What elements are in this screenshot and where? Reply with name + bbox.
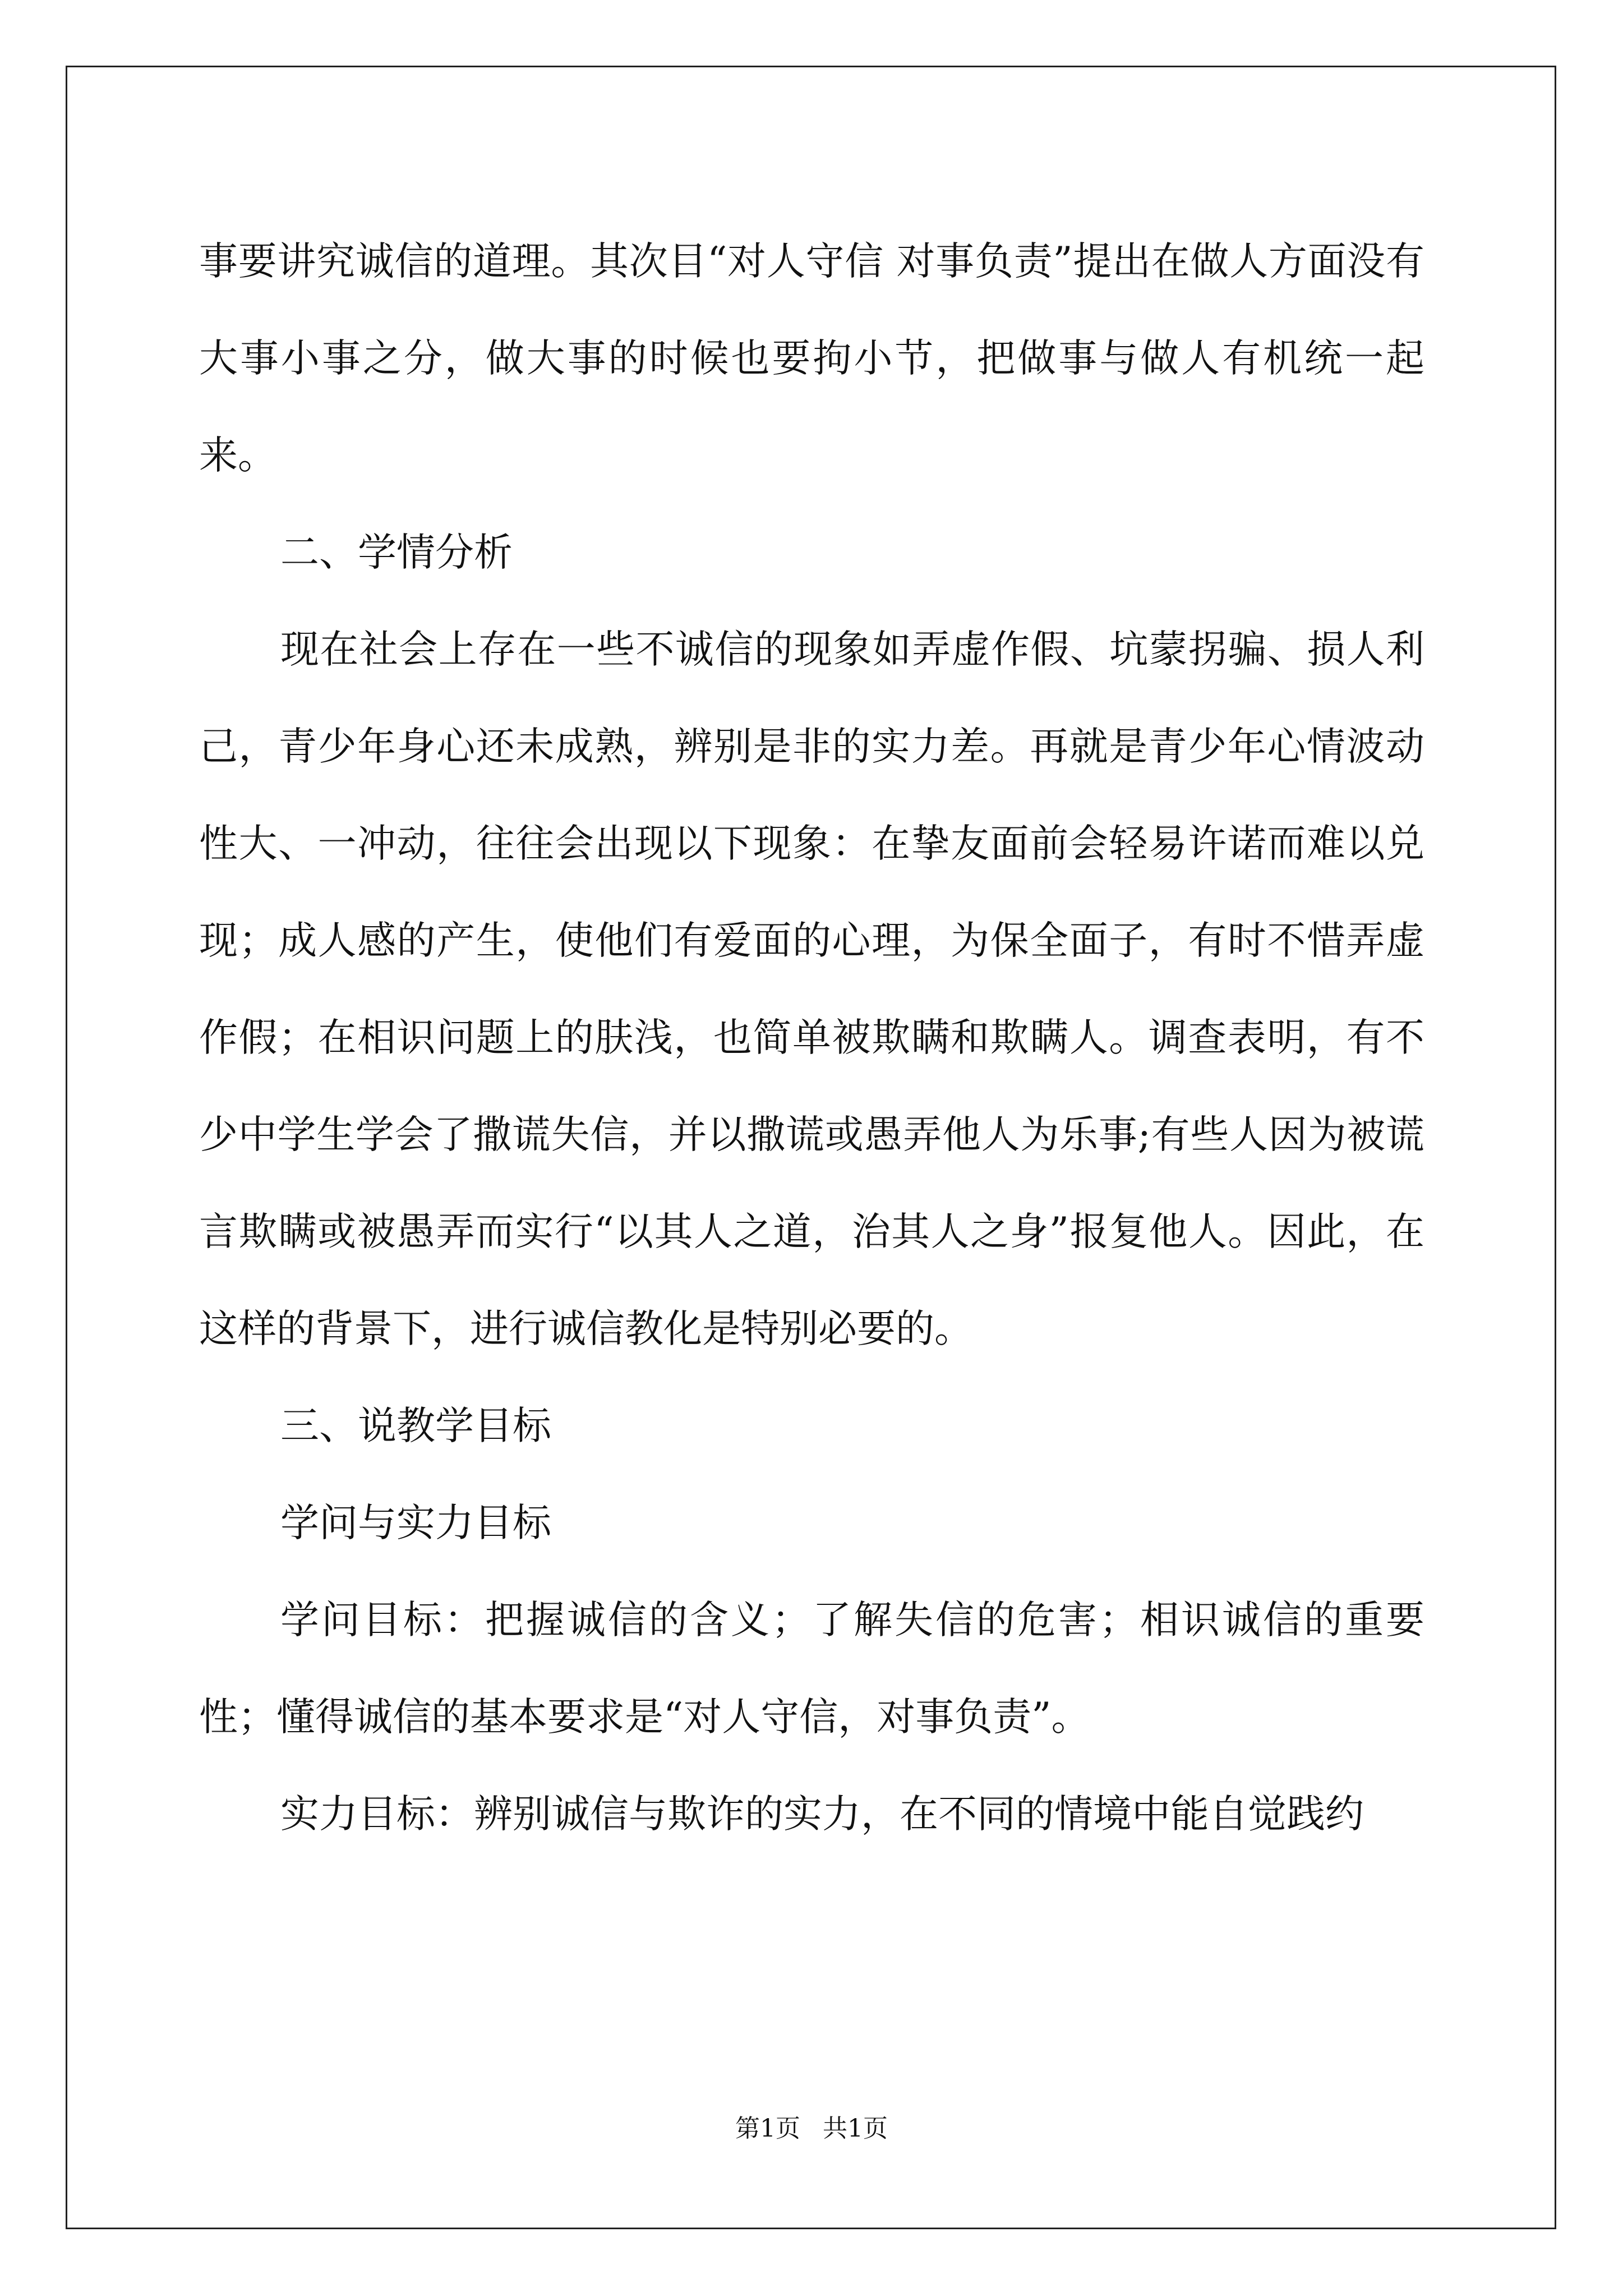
body-paragraph: 现在社会上存在一些不诚信的现象如弄虚作假、坑蒙拐骗、损人利己，青少年身心还未成熟，辨别是非的实力差。再就是青少年心情波动性大、一冲动，往往会出现以下现象：在挚友面前会轻易许诺而难以兑现；成人感的产生，使他们有爱面的心理，为保全面子，有时不惜弄虚作假；在相识问题上的肤浅，也简单被欺瞒和欺瞒人。调查表明，有不少中学生学会了撒谎失信，并以撒谎或愚弄他人为乐事;有些人因为被谎言欺瞒或被愚弄而实行“以其人之道，治其人之身”报复他人。因此，在这样的背景下，进行诚信教化是特别必要的。 (199, 627, 1424, 1351)
subheading-knowledge-ability: 学问与实力目标 (280, 1501, 551, 1545)
body-paragraph: 事要讲究诚信的道理。其次目“对人守信 对事负责”提出在做人方面没有大事小事之分，做大事的时候也要拘小节，把做事与做人有机统一起来。 (199, 239, 1424, 478)
section-heading-learner-analysis: 二、学情分析 (280, 530, 513, 575)
section-heading-teaching-goals: 三、说教学目标 (280, 1404, 551, 1448)
document-body (199, 213, 1424, 1863)
page-total: 共1页 (823, 2114, 888, 2143)
body-paragraph: 学问目标：把握诚信的含义；了解失信的危害；相识诚信的重要性；懂得诚信的基本要求是“对人守信，对事负责”。 (199, 1598, 1424, 1740)
body-paragraph: 实力目标：辨别诚信与欺诈的实力，在不同的情境中能自觉践约 (280, 1792, 1364, 1837)
page-footer (0, 2112, 1623, 2146)
page-number: 第1页 (735, 2114, 800, 2143)
